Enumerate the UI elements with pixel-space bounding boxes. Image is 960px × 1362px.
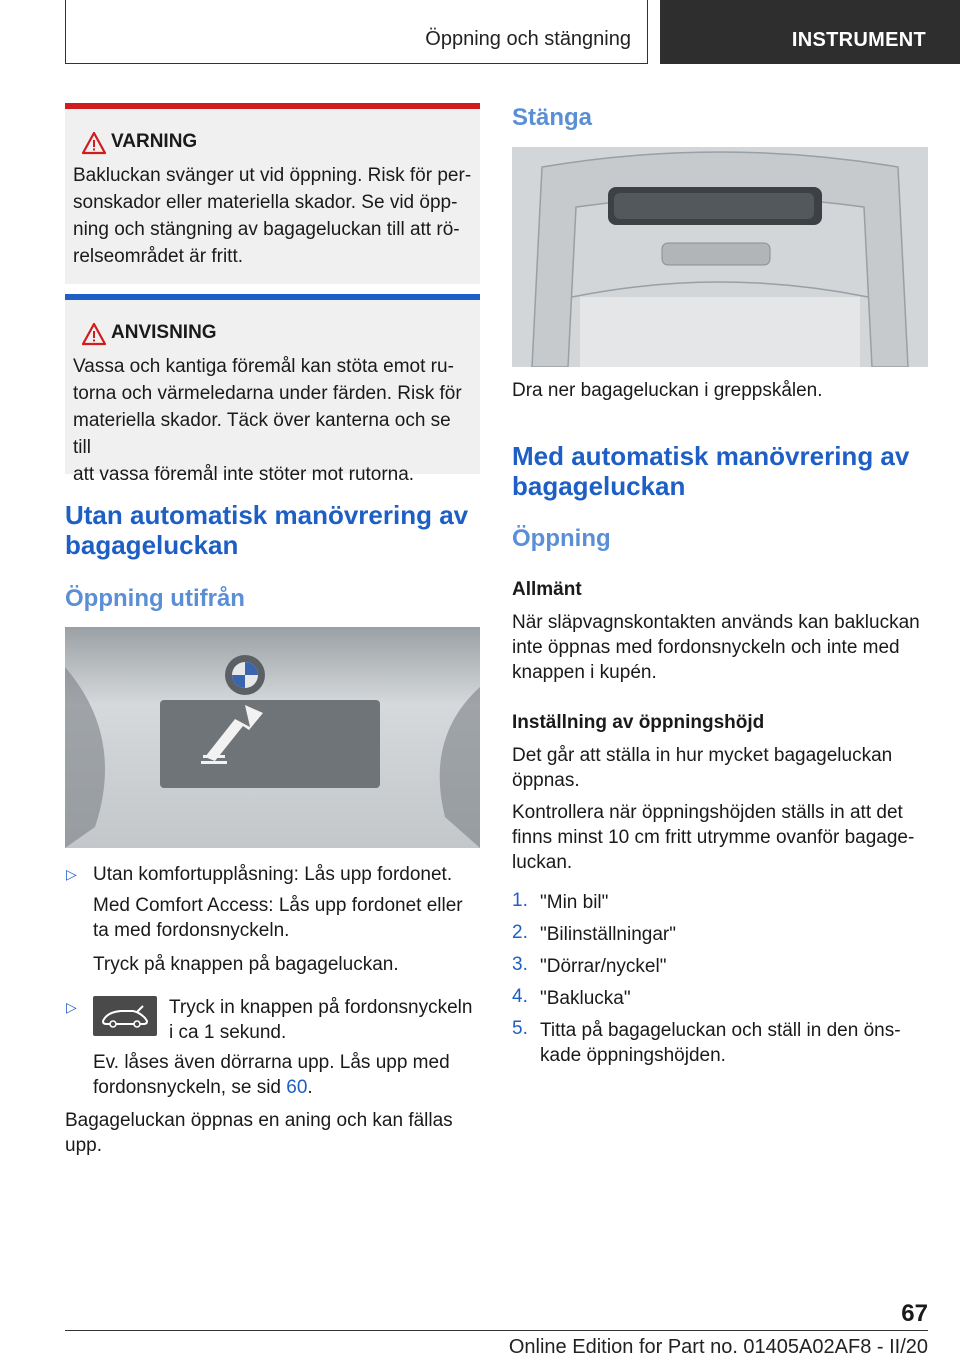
heading-closing: Stänga <box>512 104 593 131</box>
setting-text-1: Det går att ställa in hur mycket bagageluckan öppnas. <box>512 745 893 791</box>
step-text: "Min bil" <box>540 892 609 913</box>
notice-box <box>65 294 480 485</box>
chapter-tab-label: INSTRUMENT <box>791 29 926 51</box>
edition-text: Online Edition for Part no. 01405A02AF8 - II/20 <box>508 1336 928 1358</box>
tailgate-button-image <box>65 627 480 848</box>
warning-triangle-icon <box>81 131 107 155</box>
bullet-1-comfort: Med Comfort Access: Lås upp fordonet eller ta med fordonsnyckeln. <box>93 895 463 941</box>
heading-with-automatic: Med automatisk manövrering av bagageluckan <box>512 441 910 501</box>
bullet-marker: ▷ <box>66 866 77 882</box>
notice-text: Vassa och kantiga föremål kan stöta emot ru- torna och värmeledarna under färden. Risk för materiella skador. Täck över kanterna och se till att vassa föremål inte stöter mot rutorna. <box>73 356 462 485</box>
notice-title: ANVISNING <box>111 322 217 343</box>
section-title: Öppning och stängning <box>425 28 631 50</box>
chapter-tab[interactable] <box>660 0 960 64</box>
bullet-marker: ▷ <box>66 999 77 1015</box>
step-number: 4. <box>512 986 528 1007</box>
heading-opening-outside: Öppning utifrån <box>65 585 245 612</box>
step-number: 3. <box>512 954 528 975</box>
tailgate-key-button-icon <box>93 996 157 1036</box>
heading-without-automatic: Utan automatisk manövrering av bagageluckan <box>65 500 469 560</box>
step-number: 2. <box>512 922 528 943</box>
setting-text-2: Kontrollera när öppningshöjden ställs in att det finns minst 10 cm fritt utrymme ovanför bagage- luckan. <box>512 802 915 873</box>
closing-caption: Dra ner bagageluckan i greppskålen. <box>512 380 823 401</box>
step-text: "Baklucka" <box>540 988 631 1009</box>
step-text: "Bilinställningar" <box>540 924 676 945</box>
warning-title: VARNING <box>111 131 198 152</box>
bullet-2-doors: Ev. låses även dörrarna upp. Lås upp med fordonsnyckeln, se sid 60. <box>93 1052 450 1098</box>
bullet-1-press: Tryck på knappen på bagageluckan. <box>93 954 399 975</box>
general-text: När släpvagnskontakten används kan bakluckan inte öppnas med fordonsnyckeln och inte med knappen i kupén. <box>512 612 920 683</box>
header-box <box>65 0 648 64</box>
step-text: "Dörrar/nyckel" <box>540 956 667 977</box>
bullet-2-text: Tryck in knappen på fordonsnyckeln i ca 1 sekund. <box>169 997 473 1043</box>
warning-box <box>65 103 480 284</box>
warning-text: Bakluckan svänger ut vid öppning. Risk för per- sonskador eller materiella skador. Se vid öpp- ning och stängning av bagageluckan till att rö- relseområdet är fritt. <box>73 165 472 267</box>
step-number: 5. <box>512 1018 528 1039</box>
page-number: 67 <box>901 1300 928 1327</box>
heading-opening: Öppning <box>512 525 611 552</box>
step-text: Titta på bagageluckan och ställ in den öns- kade öppningshöjden. <box>540 1020 901 1066</box>
warning-triangle-icon <box>81 322 107 346</box>
tailgate-closing-image <box>512 147 928 367</box>
footer-divider <box>65 1330 928 1331</box>
heading-general: Allmänt <box>512 579 582 600</box>
page-link-60[interactable]: 60 <box>286 1077 308 1098</box>
heading-opening-height: Inställning av öppningshöjd <box>512 712 765 733</box>
step-number: 1. <box>512 890 528 911</box>
closing-text: Bagageluckan öppnas en aning och kan fällas upp. <box>65 1110 453 1156</box>
bullet-1-text: Utan komfortupplåsning: Lås upp fordonet. <box>93 864 453 885</box>
